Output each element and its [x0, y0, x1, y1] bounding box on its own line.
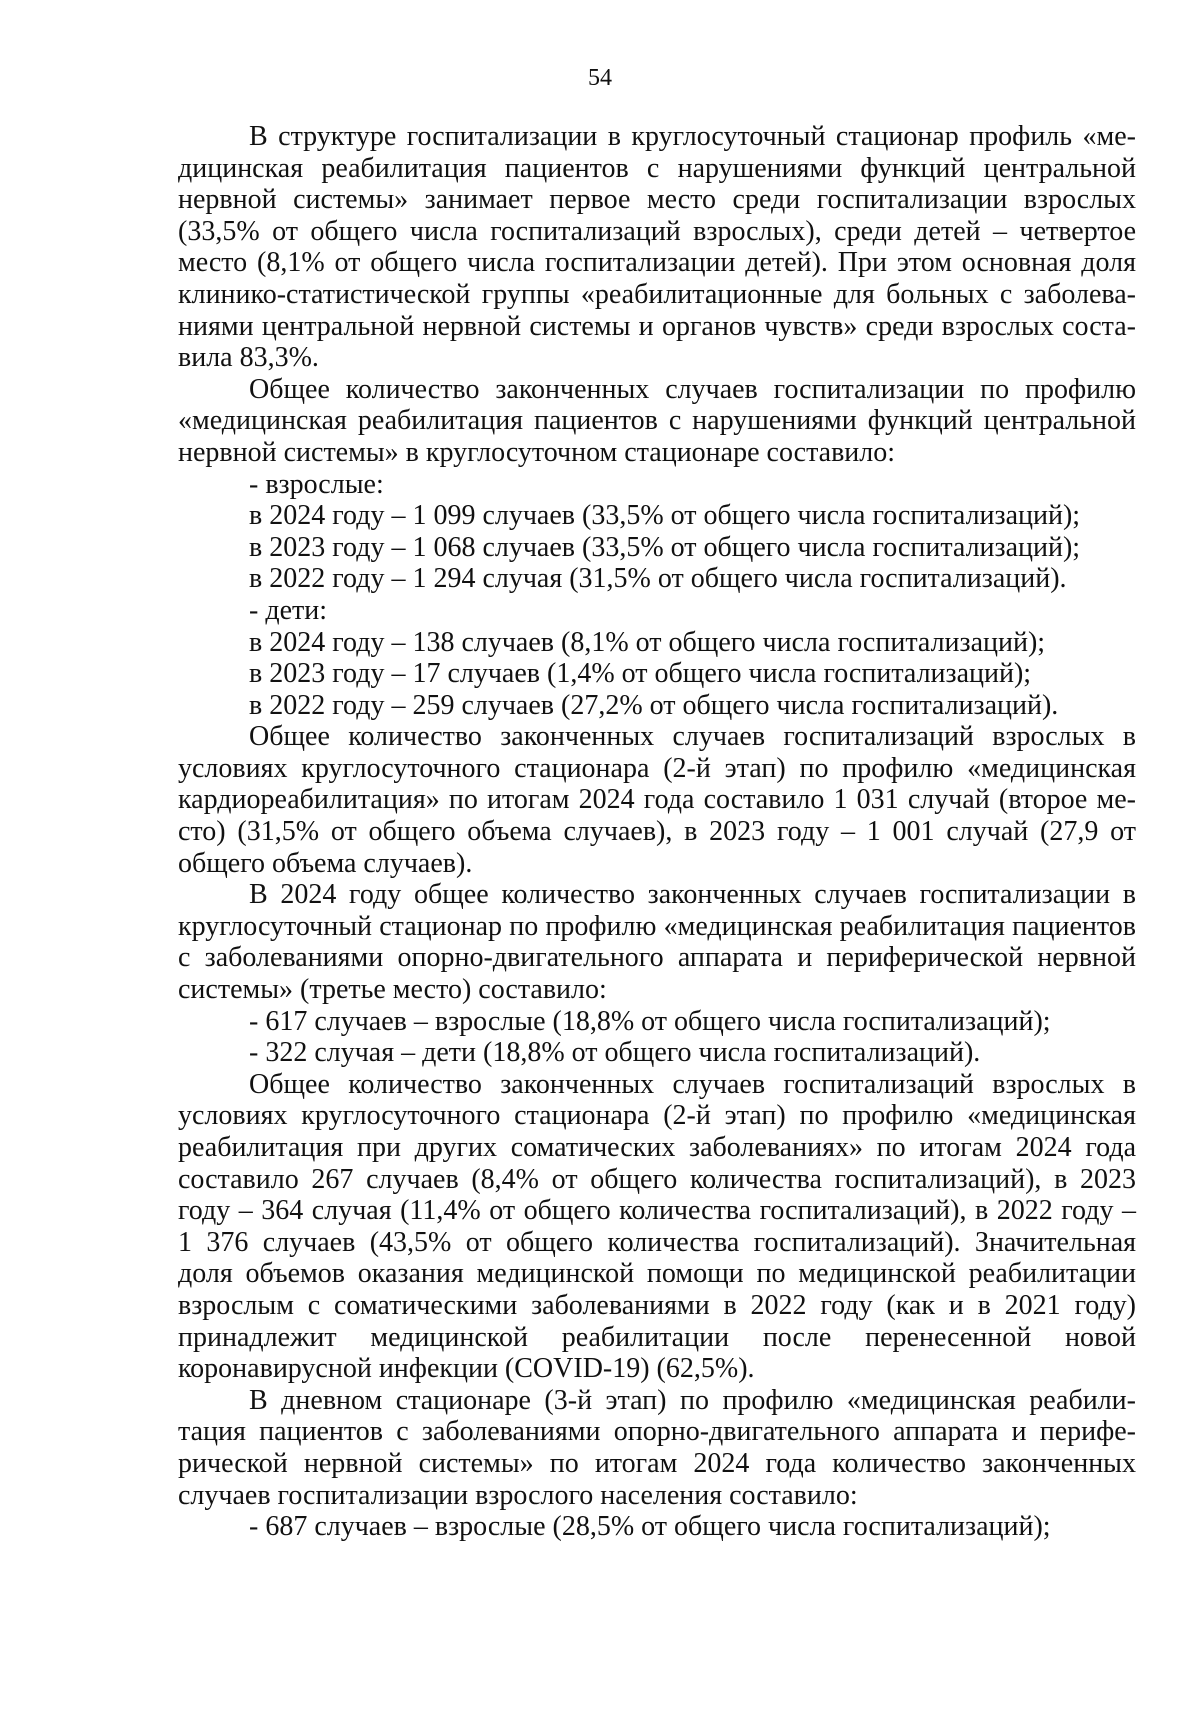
- list-item-day-hospital-adults: - 687 случаев – взрослые (28,5% от общего числа госпитализаций);: [249, 1511, 1051, 1543]
- list-item-children-2023: в 2023 году – 17 случаев (1,4% от общего числа госпитализаций);: [249, 658, 1032, 690]
- list-item-children-heading: - дети:: [249, 594, 327, 626]
- list-item-musculoskeletal-adults: - 617 случаев – взрослые (18,8% от общего числа госпитализаций);: [249, 1005, 1051, 1037]
- list-item-adults-2023: в 2023 году – 1 068 случаев (33,5% от общего числа госпитализаций);: [249, 531, 1081, 563]
- document-body: [178, 121, 1136, 1543]
- paragraph-musculoskeletal: В 2024 году общее количество законченных случаев госпитализации в круглосуточный стационар по профилю «медицинская реабилитация пациентов с заболеваниями опорно-двигательного аппарата и периферической нервной системы» (третье место) составило:: [178, 879, 1136, 1006]
- paragraph-cns-structure: В структуре госпитализации в круглосуточный стационар профиль «медицинская реабилитация пациентов с нарушениями функций центральной нервной системы» занимает первое место среди госпитализации взрослых (33,5% от общего числа госпитализаций взрослых), среди детей – четвертое место (8,1% от общего числа госпитализации детей). При этом основная доля клинико-статистической группы «реабилитационные для больных с заболеваниями центральной нервной системы и органов чувств» среди взрослых составила 83,3%.: [178, 121, 1136, 374]
- page-number: 54: [588, 65, 612, 91]
- paragraph-somatic-rehab: Общее количество законченных случаев госпитализаций взрослых в условиях круглосуточного стационара (2-й этап) по профилю «медицинская реабилитация при других соматических заболеваниях» по итогам 2024 года составило 267 случаев (8,4% от общего количества госпитализаций), в 2023 году – 364 случая (11,4% от общего количества госпитализаций), в 2022 году – 1 376 случаев (43,5% от общего количества госпитализаций). Значительная доля объемов оказания медицинской помощи по медицинской реабилитации взрослым с соматическими заболеваниями в 2022 году (как и в 2021 году) принадлежит медицинской реабилитации после перенесенной новой коронавирусной инфекции (COVID-19) (62,5%).: [178, 1068, 1136, 1385]
- list-item-adults-2022: в 2022 году – 1 294 случая (31,5% от общего числа госпитализаций).: [249, 563, 1067, 595]
- list-item-children-2024: в 2024 году – 138 случаев (8,1% от общего числа госпитализаций);: [249, 626, 1046, 658]
- list-item-children-2022: в 2022 году – 259 случаев (27,2% от общего числа госпитализаций).: [249, 689, 1059, 721]
- list-item-adults-2024: в 2024 году – 1 099 случаев (33,5% от общего числа госпитализаций);: [249, 500, 1081, 532]
- list-item-musculoskeletal-children: - 322 случая – дети (18,8% от общего числа госпитализаций).: [249, 1037, 981, 1069]
- paragraph-cns-total: Общее количество законченных случаев госпитализации по профилю «медицинская реабилитация пациентов с нарушениями функций центральной нервной системы» в круглосуточном стационаре составило:: [178, 373, 1136, 468]
- list-item-adults-heading: - взрослые:: [249, 468, 384, 500]
- paragraph-cardio-rehab: Общее количество законченных случаев госпитализаций взрослых в условиях круглосуточного стационара (2-й этап) по профилю «медицинская кардиореабилитация» по итогам 2024 года составило 1 031 случай (второе место) (31,5% от общего объема случаев), в 2023 году – 1 001 случай (27,9 от общего объема случаев).: [178, 721, 1136, 879]
- paragraph-day-hospital: В дневном стационаре (3-й этап) по профилю «медицинская реабилитация пациентов с заболеваниями опорно-двигательного аппарата и периферической нервной системы» по итогам 2024 года количество законченных случаев госпитализации взрослого населения составило:: [178, 1384, 1136, 1511]
